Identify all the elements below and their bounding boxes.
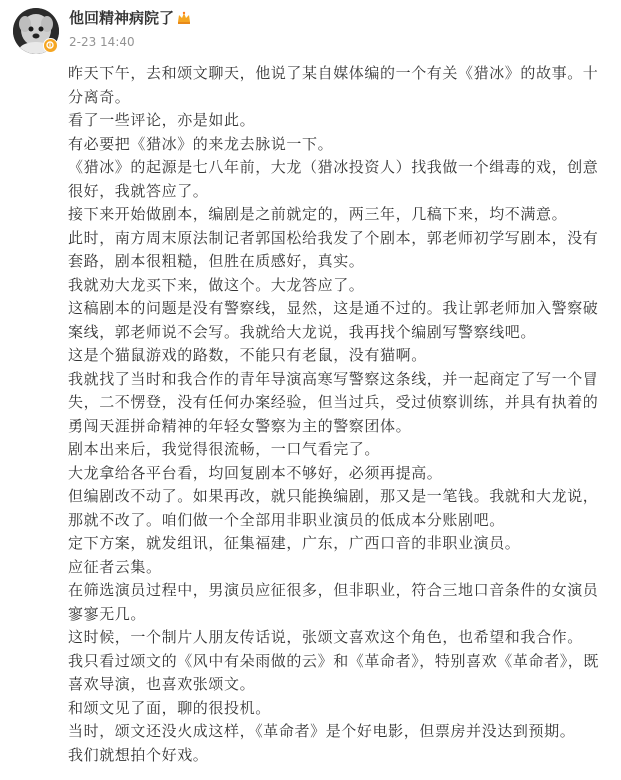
paragraph: 这时候，一个制片人朋友传话说，张颂文喜欢这个角色，也希望和我合作。 — [68, 628, 583, 646]
paragraph: 此时，南方周末原法制记者郭国松给我发了个剧本，郭老师初学写剧本，没有套路，剧本很粗糙，但胜在质感好，真实。 — [68, 228, 599, 270]
paragraph: 我就劝大龙买下来，做这个。大龙答应了。 — [68, 275, 365, 294]
paragraph: 有必要把《猎冰》的来龙去脉说一下。 — [68, 134, 334, 153]
paragraph: 在筛选演员过程中，男演员应征很多，但非职业，符合三地口音条件的女演员寥寥无几。 — [68, 581, 599, 623]
paragraph: 当时，颂文还没火成这样，《革命者》是个好电影，但票房并没达到预期。 — [68, 722, 576, 740]
paragraph: 应征者云集。 — [68, 557, 162, 576]
paragraph: 定下方案，就发组讯，征集福建，广东，广西口音的非职业演员。 — [68, 534, 521, 552]
paragraph: 这稿剧本的问题是没有警察线，显然，这是通不过的。我让郭老师加入警察破案线，郭老师说不会写。我就给大龙说，我再找个编剧写警察线吧。 — [68, 299, 599, 341]
crown-icon — [176, 10, 192, 26]
post-timestamp[interactable]: 2-23 14:40 — [69, 35, 135, 49]
post-content — [68, 62, 612, 767]
paragraph: 接下来开始做剧本，编剧是之前就定的，两三年，几稿下来，均不满意。 — [68, 205, 568, 223]
post-header — [0, 0, 621, 60]
paragraph: 这是个猫鼠游戏的路数，不能只有老鼠，没有猫啊。 — [68, 346, 427, 364]
paragraph: 我只看过颂文的《风中有朵雨做的云》和《革命者》，特别喜欢《革命者》，既喜欢导演，也喜欢张颂文。 — [68, 651, 600, 693]
paragraph: 我们就想拍个好戏。 — [68, 745, 209, 764]
paragraph: 但编剧改不动了。如果再改，就只能换编剧，那又是一笔钱。我就和大龙说，那就不改了。咱们做一个全部用非职业演员的低成本分账剧吧。 — [68, 487, 599, 529]
paragraph: 剧本出来后，我觉得很流畅，一口气看完了。 — [68, 440, 381, 458]
verified-badge-icon — [43, 38, 58, 53]
paragraph: 和颂文见了面，聊的很投机。 — [68, 698, 271, 717]
paragraph: 昨天下午，去和颂文聊天，他说了某自媒体编的一个有关《猎冰》的故事。十分离奇。 — [68, 64, 599, 106]
paragraph: 《猎冰》的起源是七八年前，大龙（猎冰投资人）找我做一个缉毒的戏，创意很好，我就答应了。 — [68, 158, 599, 200]
paragraph: 我就找了当时和我合作的青年导演高寒写警察这条线，并一起商定了写一个冒失，二不愣登，没有任何办案经验，但当过兵，受过侦察训练，并具有执着的勇闯天涯拼命精神的年轻女警察为主的警察团体。 — [68, 369, 599, 435]
paragraph: 看了一些评论，亦是如此。 — [68, 111, 256, 129]
paragraph: 大龙拿给各平台看，均回复剧本不够好，必须再提高。 — [68, 463, 443, 482]
author-name[interactable]: 他回精神病院了 — [69, 9, 175, 27]
